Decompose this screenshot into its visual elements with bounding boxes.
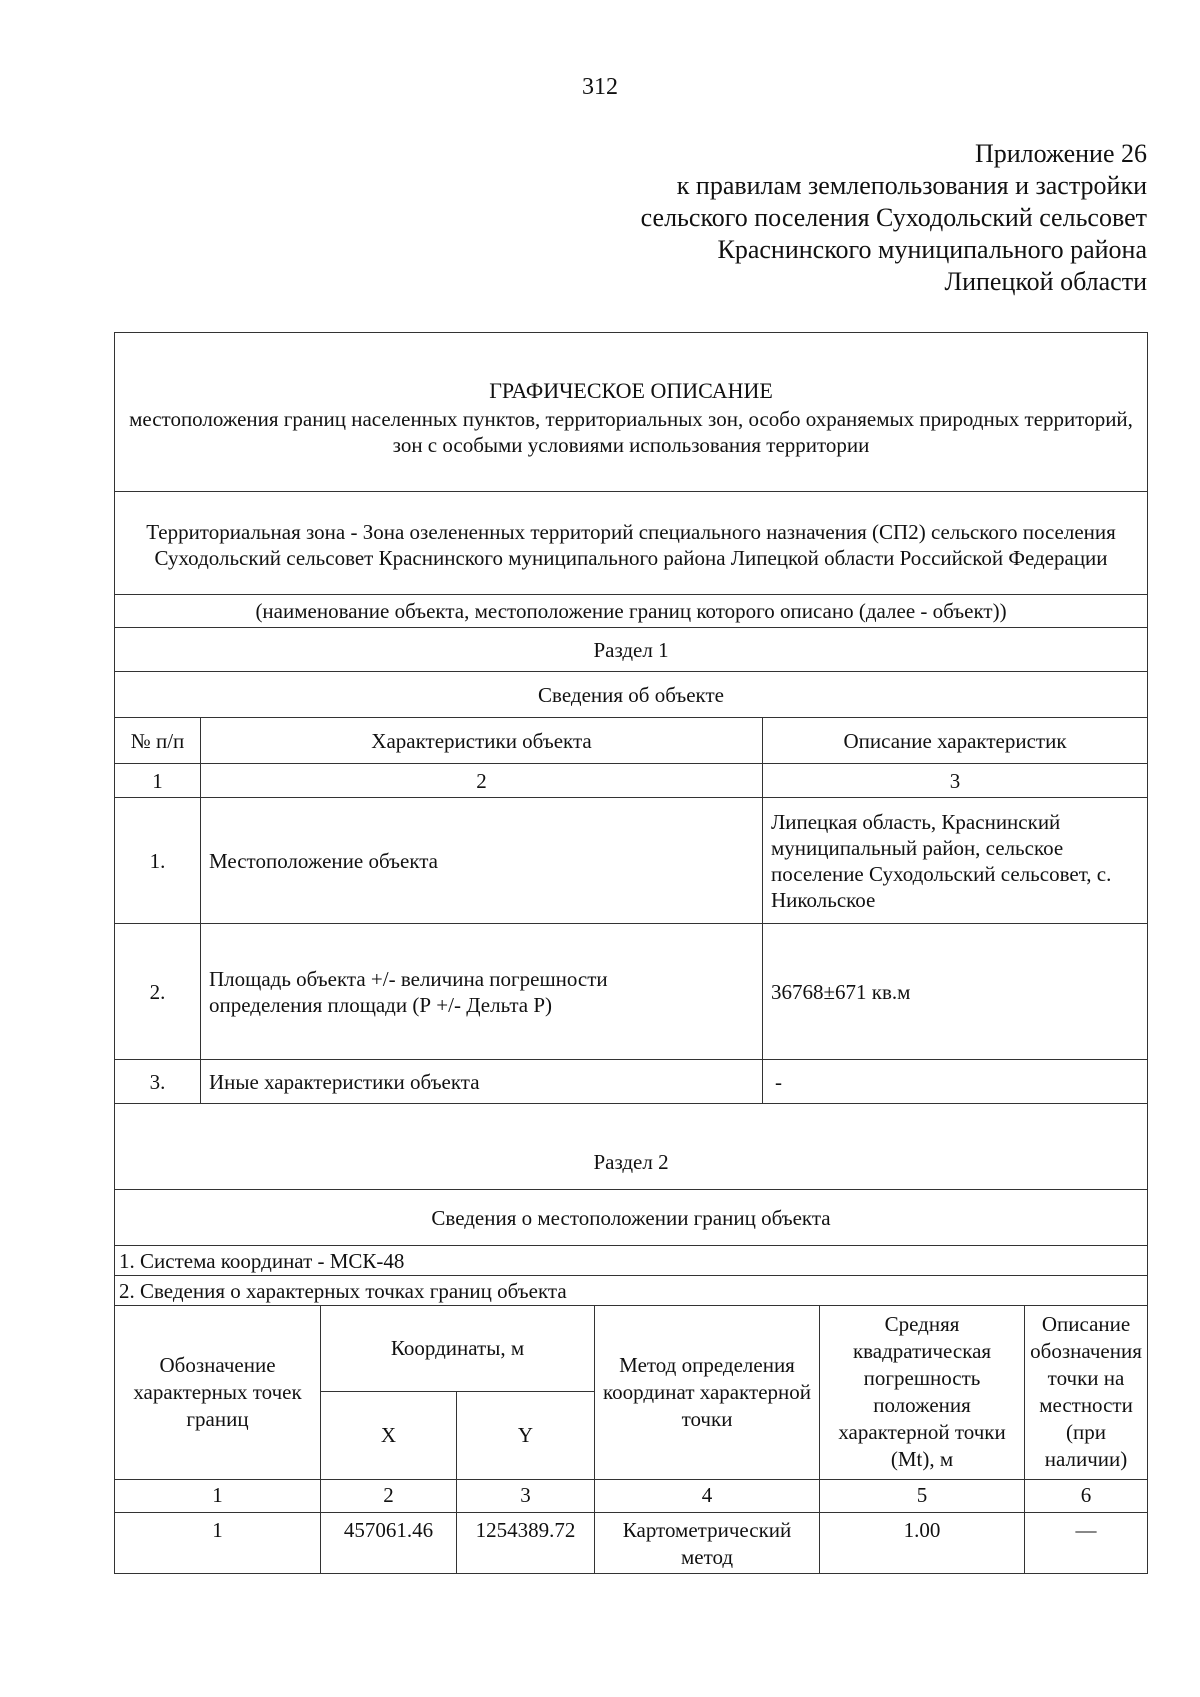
object-caption: (наименование объекта, местоположение границ которого описано (далее - объект)) <box>115 595 1148 628</box>
appendix-header <box>641 138 1147 298</box>
header-method: Метод определения координат характерной точки <box>595 1305 820 1479</box>
appendix-line: Липецкой области <box>944 267 1147 296</box>
section1-subtitle: Сведения об объекте <box>115 672 1148 718</box>
point-id: 1 <box>115 1512 321 1573</box>
object-name: Территориальная зона - Зона озелененных территорий специального назначения (СП2) сельского поселения Суходольский сельсовет Краснинского муниципального района Липецкой области Российской Федерации <box>115 492 1148 595</box>
col-number: 6 <box>1025 1479 1148 1512</box>
coordinate-system: 1. Система координат - МСК-48 <box>115 1246 1148 1276</box>
table-row <box>115 1060 1148 1104</box>
header-point-description: Описание обозначения точки на местности (при наличии) <box>1025 1305 1148 1479</box>
point-method: Картометрический метод <box>595 1512 820 1573</box>
table-row <box>115 798 1148 924</box>
document-frame <box>114 332 1147 1574</box>
col-number: 3 <box>457 1479 595 1512</box>
header-characteristics: Характеристики объекта <box>201 718 763 764</box>
col-number: 5 <box>820 1479 1025 1512</box>
section2-subtitle: Сведения о местоположении границ объекта <box>115 1190 1148 1246</box>
row-number: 2. <box>115 924 201 1060</box>
row-number: 1. <box>115 798 201 924</box>
point-error: 1.00 <box>820 1512 1025 1573</box>
row-number: 3. <box>115 1060 201 1104</box>
document-subtitle: местоположения границ населенных пунктов, территориальных зон, особо охраняемых природных территорий, зон с особыми условиями использования территории <box>129 407 1133 457</box>
points-table <box>114 1305 1148 1574</box>
point-y: 1254389.72 <box>457 1512 595 1573</box>
header-x: X <box>321 1391 457 1479</box>
section1-table <box>114 332 1148 1306</box>
row-characteristic: Местоположение объекта <box>201 798 763 924</box>
row-characteristic: Площадь объекта +/- величина погрешности определения площади (Р +/- Дельта Р) <box>201 924 763 1060</box>
appendix-line: Приложение 26 <box>974 139 1147 168</box>
header-number: № п/п <box>115 718 201 764</box>
section2-title: Раздел 2 <box>115 1104 1148 1190</box>
page-number: 312 <box>582 74 618 100</box>
header-error: Средняя квадратическая погрешность положения характерной точки (Mt), м <box>820 1305 1025 1479</box>
table-row <box>115 1512 1148 1573</box>
row-value: Липецкая область, Краснинский муниципальный район, сельское поселение Суходольский сельсовет, с. Никольское <box>763 798 1148 924</box>
row-characteristic: Иные характеристики объекта <box>201 1060 763 1104</box>
document-title: ГРАФИЧЕСКОЕ ОПИСАНИЕ <box>489 378 773 403</box>
header-designation: Обозначение характерных точек границ <box>115 1305 321 1479</box>
col-number: 2 <box>201 764 763 798</box>
col-number: 1 <box>115 764 201 798</box>
header-y: Y <box>457 1391 595 1479</box>
appendix-line: Краснинского муниципального района <box>717 235 1147 264</box>
appendix-line: сельского поселения Суходольский сельсовет <box>640 203 1147 232</box>
points-caption: 2. Сведения о характерных точках границ объекта <box>115 1276 1148 1306</box>
col-number: 4 <box>595 1479 820 1512</box>
title-block <box>115 333 1148 492</box>
header-coordinates: Координаты, м <box>321 1305 595 1391</box>
table-row <box>115 924 1148 1060</box>
col-number: 1 <box>115 1479 321 1512</box>
appendix-line: к правилам землепользования и застройки <box>676 171 1147 200</box>
col-number: 3 <box>763 764 1148 798</box>
row-value: 36768±671 кв.м <box>763 924 1148 1060</box>
section1-title: Раздел 1 <box>115 628 1148 672</box>
point-description: — <box>1025 1512 1148 1573</box>
header-description: Описание характеристик <box>763 718 1148 764</box>
point-x: 457061.46 <box>321 1512 457 1573</box>
row-value: - <box>763 1060 1148 1104</box>
col-number: 2 <box>321 1479 457 1512</box>
